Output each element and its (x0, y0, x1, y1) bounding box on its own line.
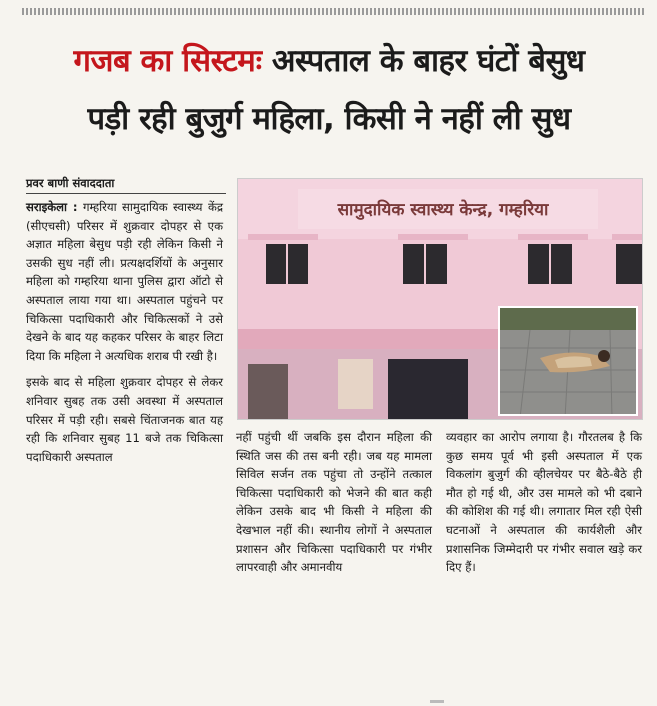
top-rule (22, 8, 644, 15)
pavement-illustration (500, 308, 638, 416)
footer-mark (430, 700, 444, 703)
paragraph-1-text: गम्हरिया सामुदायिक स्वास्थ्य केंद्र (सीएचसी) परिसर में शुक्रवार दोपहर से एक अज्ञात महिला बेसुध पड़ी रही लेकिन किसी ने उसकी सुध नहीं ली। प्रत्यक्षदर्शियों के अनुसार महिला को गम्हरिया थाना पुलिस द्वारा ऑटो से अस्पताल लाया गया था। अस्पताल पहुंचने पर चिकित्सा पदाधिकारी और चिकित्सकों ने उसे देखने के बाद यह कहकर परिसर के बाहर लिटा दिया कि महिला ने अत्यधिक शराब पी रखी है। (26, 200, 223, 363)
article-column-3 (446, 428, 642, 585)
byline: प्रवर बाणी संवाददाता (26, 176, 226, 194)
headline-kicker: गजब का सिस्टमः (73, 43, 262, 79)
headline (14, 32, 644, 148)
paragraph-4: व्यवहार का आरोप लगाया है। गौरतलब है कि कुछ समय पूर्व भी इसी अस्पताल में एक विकलांग बुजुर्ग की व्हीलचेयर पर बैठे-बैठे ही मौत हो गई थी, और उस मामले को भी दबाने की कोशिश की गई थी। लगातार मिल रही ऐसी घटनाओं ने अस्पताल की कार्यशैली और प्रशासनिक जिम्मेदारी पर गंभीर सवाल खड़े कर दिए हैं। (446, 430, 642, 575)
headline-line-2: पड़ी रही बुजुर्ग महिला, किसी ने नहीं ली सुध (87, 101, 571, 137)
dateline: सराइकेला : (26, 200, 78, 214)
paragraph-3: नहीं पहुंची थीं जबकि इस दौरान महिला की स्थिति जस की तस बनी रही। जब यह मामला सिविल सर्जन तक पहुंचा तो उन्होंने तत्काल चिकित्सा पदाधिकारी को भेजने की बात कही लेकिन उसके बाद भी किसी ने महिला की देखभाल नहीं की। स्थानीय लोगों ने अस्पताल प्रशासन और चिकित्सा पदाधिकारी पर गंभीर लापरवाही और अमानवीय (236, 430, 432, 575)
headline-main: अस्पताल के बाहर घंटों बेसुध (271, 43, 585, 79)
article-column-1 (26, 198, 223, 474)
paragraph-2: इसके बाद से महिला शुक्रवार दोपहर से लेकर शनिवार सुबह तक उसी अवस्था में अस्पताल परिसर में पड़ी रही। सबसे चिंताजनक बात यह रही कि शनिवार सुबह 11 बजे तक चिकित्सा पदाधिकारी अस्पताल (26, 375, 223, 464)
headline-line-1 (14, 32, 644, 90)
woman-lying-inset-photo (498, 306, 638, 416)
article-column-2 (236, 428, 432, 585)
paragraph-1 (26, 198, 223, 365)
hospital-sign: सामुदायिक स्वास्थ्य केन्द्र, गम्हरिया (337, 200, 549, 220)
